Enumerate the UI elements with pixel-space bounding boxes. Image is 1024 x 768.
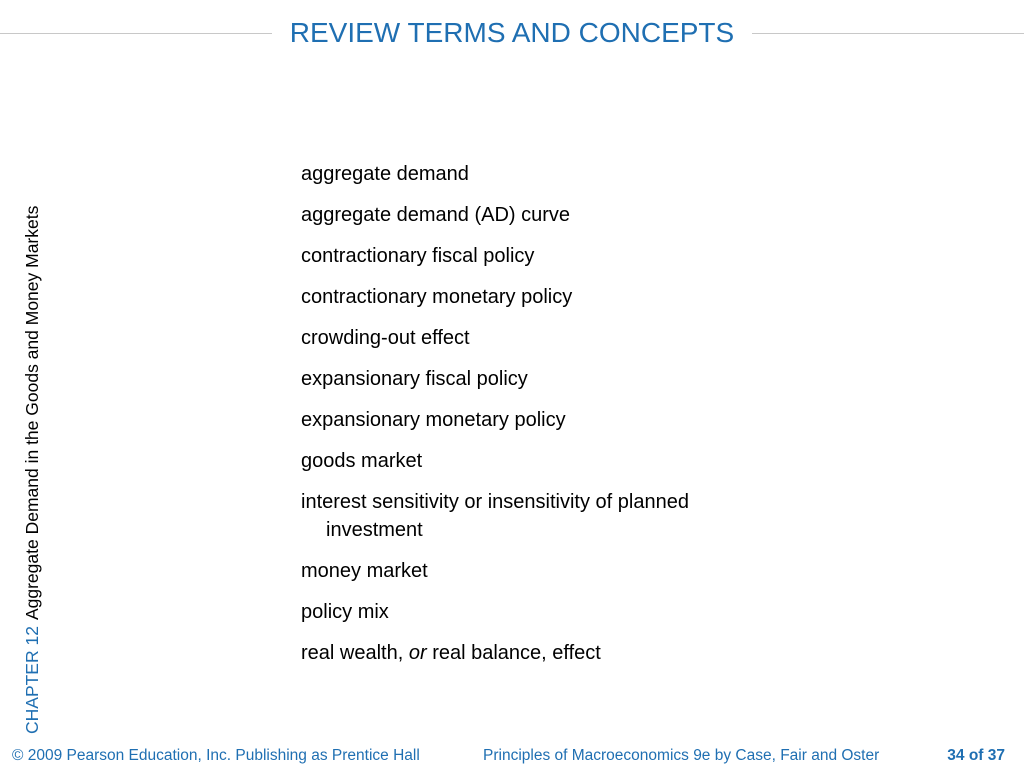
term-text: real wealth, [301, 642, 409, 664]
term-text: real balance, effect [426, 642, 601, 664]
term-item: crowding-out effect [301, 327, 470, 349]
term-item: contractionary fiscal policy [301, 245, 535, 267]
term-item: contractionary monetary policy [301, 286, 573, 308]
term-item: expansionary fiscal policy [301, 368, 528, 390]
term-italic-text: or [408, 642, 427, 664]
term-item: aggregate demand (AD) curve [301, 204, 571, 226]
chapter-subject: Aggregate Demand in the Goods and Money Markets [22, 205, 42, 621]
term-item: policy mix [301, 601, 389, 623]
side-caption [22, 206, 42, 734]
term-item: interest sensitivity or insensitivity of planned investment [301, 491, 689, 541]
term-item: goods market [301, 450, 423, 472]
term-item [301, 639, 761, 667]
term-item: money market [301, 560, 428, 582]
slide-title: REVIEW TERMS AND CONCEPTS [289, 17, 735, 48]
title-rule-right [752, 33, 1024, 34]
page-number: 34 of 37 [947, 747, 1005, 764]
chapter-label: CHAPTER 12 [22, 626, 42, 734]
title-rule-left [0, 33, 272, 34]
terms-list [301, 160, 761, 680]
term-item: expansionary monetary policy [301, 409, 566, 431]
footer-copyright: © 2009 Pearson Education, Inc. Publishing as Prentice Hall [12, 747, 420, 764]
term-item: aggregate demand [301, 163, 469, 185]
footer-book-title: Principles of Macroeconomics 9e by Case, Fair and Oster [483, 747, 880, 764]
